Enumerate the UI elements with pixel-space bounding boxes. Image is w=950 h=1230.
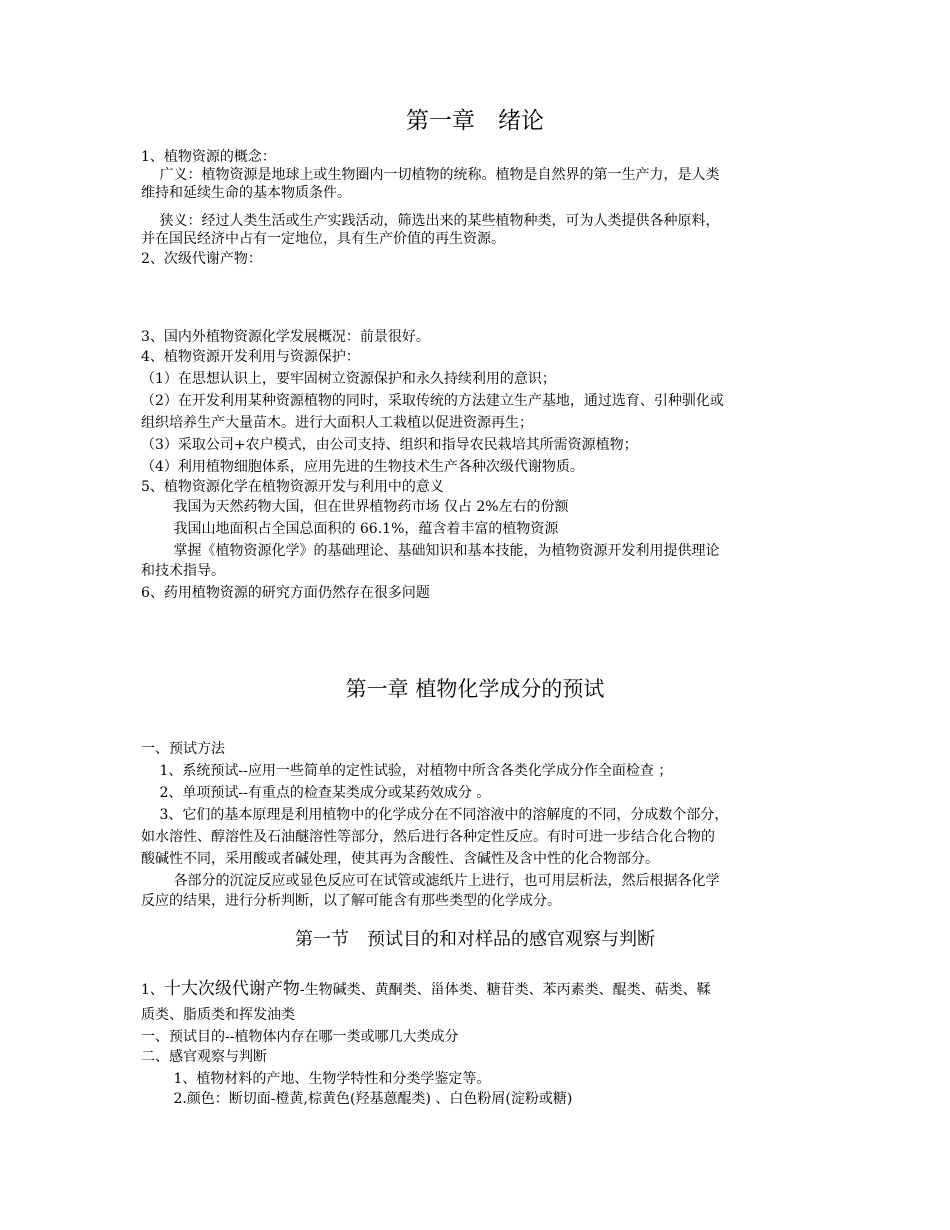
text-line: 2.颜色：断切面-橙黄,棕黄色(羟基蒽醌类) 、白色粉屑(淀粉或糖) <box>141 1091 573 1107</box>
text-line: （1）在思想认识上，要牢固树立资源保护和永久持续利用的意识； <box>141 371 556 387</box>
text-line: 我国为天然药物大国，但在世界植物药市场 仅占 2%左右的份额 <box>141 499 569 515</box>
item-text: -生物碱类、黄酮类、甾体类、糖苷类、苯丙素类、醌类、萜类、鞣 <box>299 982 711 998</box>
text-line: 一、预试方法 <box>141 741 225 757</box>
text-line: 和技术指导。 <box>141 563 225 579</box>
text-line: 4、植物资源开发利用与资源保护： <box>141 349 360 365</box>
text-line: 狭义：经过人类生活或生产实践活动，筛选出来的某些植物种类，可为人类提供各种原料， <box>141 213 720 229</box>
text-line: （2）在开发利用某种资源植物的同时，采取传统的方法建立生产基地，通过选育、引种驯化或 <box>141 393 724 409</box>
text-line: 反应的结果，进行分析判断，以了解可能含有那些类型的化学成分。 <box>141 893 561 909</box>
text-line: 各部分的沉淀反应或显色反应可在试管或滤纸片上进行，也可用层析法，然后根据各化学 <box>141 873 720 889</box>
text-line <box>141 978 813 1001</box>
text-line: 3、它们的基本原理是利用植物中的化学成分在不同溶液中的溶解度的不同，分成数个部分， <box>141 807 729 823</box>
text-line: 5、植物资源化学在植物资源开发与利用中的意义 <box>141 479 444 495</box>
text-line: （4）利用植物细胞体系，应用先进的生物技术生产各种次级代谢物质。 <box>141 459 584 475</box>
text-line: 如水溶性、醇溶性及石油醚溶性等部分，然后进行各种定性反应。有时可进一步结合化合物的 <box>141 829 715 845</box>
text-line: 组织培养生产大量苗木。进行大面积人工栽植以促进资源再生； <box>141 415 533 431</box>
text-line: （3）采取公司+农户模式，由公司支持、组织和指导农民栽培其所需资源植物； <box>141 437 638 453</box>
text-line: 二、感官观察与判断 <box>141 1049 267 1065</box>
section-title: 第一节 预试目的和对样品的感官观察与判断 <box>295 929 655 950</box>
text-line: 质类、脂质类和挥发油类 <box>141 1007 295 1023</box>
text-line: 2、单项预试--有重点的检查某类成分或某药效成分 。 <box>141 785 491 801</box>
text-line: 6、药用植物资源的研究方面仍然存在很多问题 <box>141 585 430 601</box>
text-line: 1、植物资源的概念： <box>141 149 276 165</box>
text-line: 3、国内外植物资源化学发展概况：前景很好。 <box>141 329 430 345</box>
chapter-title: 第一章 绪论 <box>406 108 544 134</box>
text-line: 广义：植物资源是地球上或生物圈内一切植物的统称。植物是自然界的第一生产力，是人类 <box>141 167 720 183</box>
text-line: 掌握《植物资源化学》的基础理论、基础知识和基本技能，为植物资源开发利用提供理论 <box>141 543 720 559</box>
text-line: 酸碱性不同，采用酸或者碱处理，使其再为含酸性、含碱性及含中性的化合物部分。 <box>141 851 659 867</box>
text-line: 1、系统预试--应用一些简单的定性试验，对植物中所含各类化学成分作全面检查 ； <box>141 763 673 779</box>
text-line: 一、预试目的--植物体内存在哪一类或哪几大类成分 <box>141 1029 459 1045</box>
text-line: 并在国民经济中占有一定地位，具有生产价值的再生资源。 <box>141 231 505 247</box>
text-line: 2、次级代谢产物： <box>141 251 262 267</box>
text-line: 维持和延续生命的基本物质条件。 <box>141 185 351 201</box>
item-prefix: 1、 <box>141 982 164 998</box>
text-line: 我国山地面积占全国总面积的 66.1%，蕴含着丰富的植物资源 <box>141 521 559 537</box>
text-line: 1、植物材料的产地、生物学特性和分类学鉴定等。 <box>141 1071 491 1087</box>
chapter-title: 第一章 植物化学成分的预试 <box>345 677 605 701</box>
item-heading: 十大次级代谢产物 <box>163 979 300 999</box>
